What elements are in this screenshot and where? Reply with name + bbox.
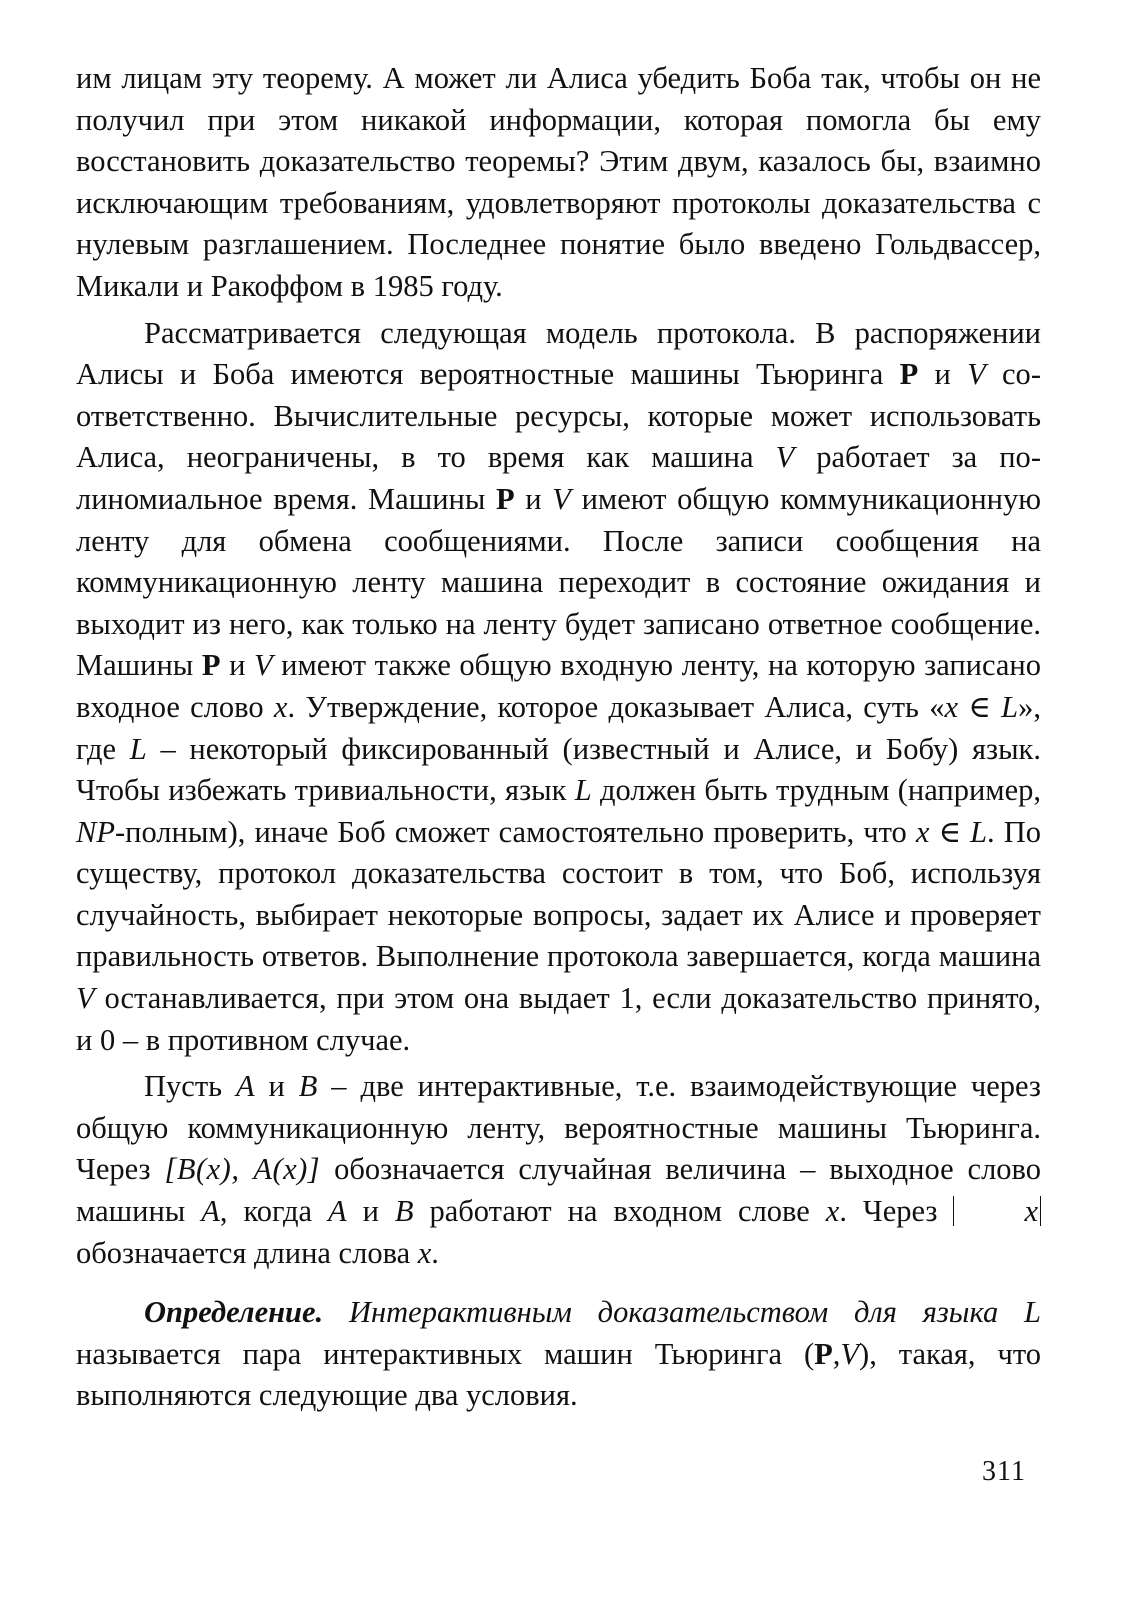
paragraph-protocol-model: Рассматривается следующая модель протокола. В распоряжении Алисы и Боба имеются вероятностные машины Тьюринга P и V соответственно. Вычислительные ресурсы, которые может использовать Алиса, неограничены, в то время как машина V работает за полиномиальное время. Машины P и V имеют общую коммуникационную ленту для обмена сообщениями. После записи сообщения на коммуникационную ленту машина переходит в состояние ожидания и выходит из него, как только на ленту будет записано ответное сообщение. Машины P и V имеют также общую входную ленту, на которую записано входное слово x. Утверждение, которое доказывает Алиса, суть «x ∈ L», где L – некоторый фиксированный (известный и Алисе, и Бобу) язык. Чтобы избежать тривиальности, язык L должен быть трудным (например, NP-полным), иначе Боб сможет самостоятельно проверить, что x ∈ L. По существу, протокол доказательства состоит в том, что Боб, используя случайность, выбирает некоторые вопросы, задает их Алисе и проверяет правильность ответов. Выполнение протокола завершается, когда машина V останавливается, при этом она выдает 1, если доказательство принято, и 0 – в противном случае. xyxy=(76,315,1042,1057)
machine-p: P xyxy=(496,481,515,516)
machine-v: V xyxy=(76,981,95,1016)
variable-x: x xyxy=(825,1194,840,1229)
machine-b: B xyxy=(394,1194,414,1229)
formula-output-variable: [B(x), A(x)] xyxy=(164,1152,321,1187)
machine-v: V xyxy=(775,440,795,475)
variable-x: x xyxy=(417,1235,432,1270)
language-l: L xyxy=(1024,1295,1041,1330)
np-class: NP xyxy=(76,814,115,849)
definition-lead: Интерактивным доказательством для языка xyxy=(323,1295,1025,1330)
definition-title: Определение. xyxy=(144,1295,324,1330)
formula-x-in-l: x ∈ L xyxy=(944,689,1019,724)
machine-a: A xyxy=(235,1069,255,1104)
machine-v: V xyxy=(253,648,273,683)
machine-p: P xyxy=(899,357,919,392)
formula-length-x: x xyxy=(953,1196,1041,1226)
page-body xyxy=(76,58,1041,1417)
machine-a: A xyxy=(201,1194,220,1229)
paragraph-intro: им лицам эту теорему. А может ли Алиса убедить Боба так, чтобы он не получил при этом никакой информации, которая помогла бы ему восстановить доказательство теоремы? Этим двум, казалось бы, взаимно исключающим требованиям, удовлетворяют протоколы доказательства с нулевым разглашением. Последнее понятие было введено Гольдвассер, Микали и Ракоффом в 1985 году. xyxy=(76,61,1041,303)
formula-x-in-l: x ∈ L xyxy=(915,814,988,849)
machine-v: V xyxy=(840,1336,860,1371)
machine-p: P xyxy=(201,648,221,683)
machine-v: V xyxy=(967,357,986,392)
paragraph-interactive-machines: Пусть A и B – две интерактивные, т.е. взаимодействующие через общую коммуникационную ленту, вероятностные машины Тьюринга. Через [B(x), A(x)] обозначается случайная величина – выходное слово машины A, когда A и B работают на входном слове x. Через x обозначается длина слова x. xyxy=(76,1069,1041,1270)
machine-a: A xyxy=(327,1194,347,1229)
machine-v: V xyxy=(552,481,571,516)
paragraph-definition: Определение. Интерактивным доказательством для языка L называется пара интерактивных машин Тьюринга (P,V), такая, что выполняются следующие два условия. xyxy=(76,1295,1041,1413)
page-number: 311 xyxy=(982,1456,1026,1487)
language-l: L xyxy=(574,773,592,808)
language-l: L xyxy=(129,731,147,766)
variable-x: x xyxy=(273,689,288,724)
machine-b: B xyxy=(298,1069,318,1104)
machine-p: P xyxy=(814,1336,833,1371)
